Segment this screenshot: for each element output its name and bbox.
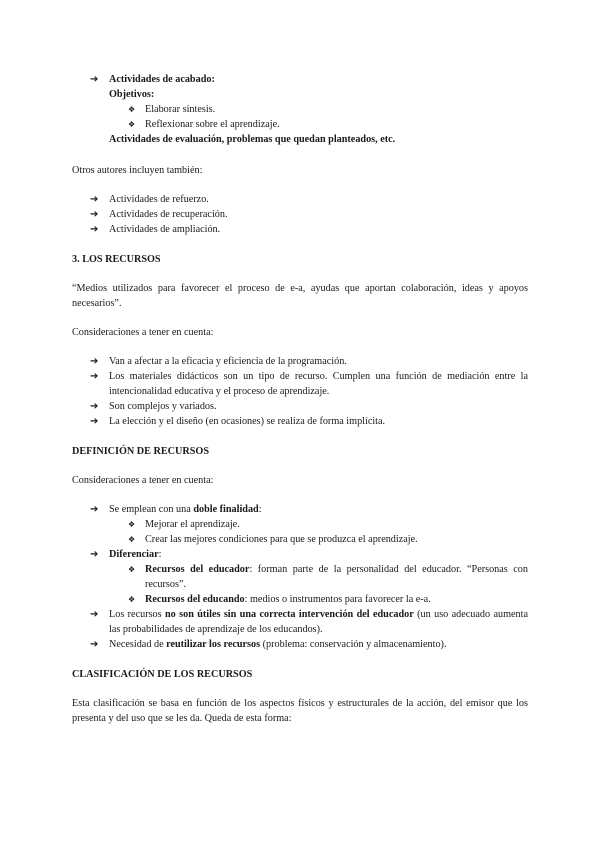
objective-item: Elaborar síntesis.	[145, 104, 216, 115]
arrow-bullet-icon: ➔	[90, 416, 99, 427]
list-item: La elección y el diseño (en ocasiones) se realiza de forma implícita.	[109, 416, 386, 427]
recursos-educando-item: Recursos del educando: medios o instrumentos para favorecer la e-a.	[145, 594, 431, 605]
objectives-label: Objetivos:	[109, 89, 155, 100]
arrow-bullet-icon: ➔	[90, 371, 99, 382]
arrow-bullet-icon: ➔	[90, 209, 99, 220]
arrow-bullet-icon: ➔	[90, 504, 99, 515]
diamond-bullet-icon: ❖	[128, 535, 136, 544]
arrow-bullet-icon: ➔	[90, 194, 99, 205]
arrow-bullet-icon: ➔	[90, 74, 99, 85]
list-item: Actividades de recuperación.	[109, 209, 228, 220]
list-item: Los materiales didácticos son un tipo de recurso. Cumplen una función de mediación entre la intencionalidad educativa y el proceso de aprendizaje.	[109, 371, 528, 397]
section-heading-recursos: 3. LOS RECURSOS	[72, 254, 161, 265]
recursos-quote: “Medios utilizados para favorecer el proceso de e-a, ayudas que aportan colaboración, ideas y apoyos necesarios”.	[72, 283, 528, 309]
arrow-bullet-icon: ➔	[90, 224, 99, 235]
sub-list-item: Crear las mejores condiciones para que se produzca el aprendizaje.	[145, 534, 418, 545]
considerations-label: Consideraciones a tener en cuenta:	[72, 475, 214, 486]
acabado-heading: Actividades de acabado:	[109, 74, 215, 85]
doble-finalidad-line: Se emplean con una doble finalidad:	[109, 504, 262, 515]
diamond-bullet-icon: ❖	[128, 120, 136, 129]
utiles-item: Los recursos no son útiles sin una correcta intervención del educador (un uso adecuado aumenta las probabilidades de aprendizaje de los educandos).	[109, 609, 528, 635]
diamond-bullet-icon: ❖	[128, 105, 136, 114]
arrow-bullet-icon: ➔	[90, 549, 99, 560]
list-item: Son complejos y variados.	[109, 401, 217, 412]
list-item: Van a afectar a la eficacia y eficiencia de la programación.	[109, 356, 347, 367]
list-item: Actividades de refuerzo.	[109, 194, 209, 205]
section-heading-clasificacion: CLASIFICACIÓN DE LOS RECURSOS	[72, 669, 253, 680]
section-heading-definicion: DEFINICIÓN DE RECURSOS	[72, 446, 209, 457]
sub-list-item: Mejorar el aprendizaje.	[145, 519, 240, 530]
diamond-bullet-icon: ❖	[128, 595, 136, 604]
diamond-bullet-icon: ❖	[128, 520, 136, 529]
evaluation-line: Actividades de evaluación, problemas que quedan planteados, etc.	[109, 134, 396, 145]
list-item: Actividades de ampliación.	[109, 224, 221, 235]
other-authors-intro: Otros autores incluyen también:	[72, 165, 203, 176]
arrow-bullet-icon: ➔	[90, 609, 99, 620]
diferenciar-line: Diferenciar:	[109, 549, 162, 560]
clasificacion-text: Esta clasificación se basa en función de los aspectos físicos y estructurales de la acción, del emisor que los presenta y del uso que se les da. Queda de esta forma:	[72, 698, 528, 724]
reutilizar-item: Necesidad de reutilizar los recursos (problema: conservación y almacenamiento).	[109, 639, 447, 650]
arrow-bullet-icon: ➔	[90, 401, 99, 412]
objective-item: Reflexionar sobre el aprendizaje.	[145, 119, 280, 130]
arrow-bullet-icon: ➔	[90, 639, 99, 650]
diamond-bullet-icon: ❖	[128, 565, 136, 574]
arrow-bullet-icon: ➔	[90, 356, 99, 367]
recursos-educador-item: Recursos del educador: forman parte de la personalidad del educador. “Personas con recursos”.	[145, 564, 528, 590]
considerations-label: Consideraciones a tener en cuenta:	[72, 327, 214, 338]
